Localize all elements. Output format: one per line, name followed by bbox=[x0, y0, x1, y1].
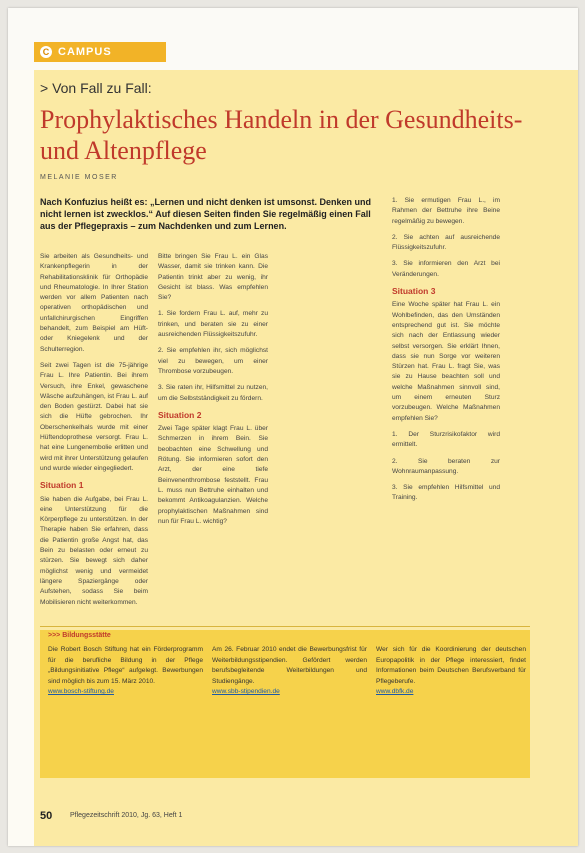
section-bar bbox=[34, 42, 166, 62]
info-column-2 bbox=[212, 645, 367, 698]
article-column-2 bbox=[158, 252, 268, 622]
info-box-label: >>> Bildungsstätte bbox=[48, 632, 111, 639]
divider bbox=[40, 626, 530, 627]
info-link[interactable]: www.dbfk.de bbox=[376, 688, 414, 695]
info-column-3 bbox=[376, 645, 526, 698]
info-link[interactable]: www.sbb-stipendien.de bbox=[212, 688, 280, 695]
c-icon: C bbox=[40, 46, 52, 58]
section-label: CAMPUS bbox=[58, 46, 112, 58]
page-number: 50 bbox=[40, 810, 53, 822]
column-paragraph: Seit zwei Tagen ist die 75-jährige Frau L. Ihre Patientin. Bei ihrem Versuch, ihre Enkel, gewaschene Wäsche aufzuhängen, ist Frau L. auf den Boden gestürzt. Dabei hat sie sich die Hüfte gebrochen. Ihr Oberschenkelhals wurde mit einer Hüftendoprothese versorgt. Frau L. hat eine Lungenembolie erlitten und wird mit ihrer Unterstützung gelaufen und wurde wieder eingegliedert. bbox=[40, 361, 148, 472]
list-item: 2. Sie beraten zur Wohnraumanpassung. bbox=[392, 457, 500, 475]
article-kicker: > Von Fall zu Fall: bbox=[40, 80, 152, 96]
list-item: 3. Sie empfehlen Hilfsmittel und Training. bbox=[392, 484, 500, 502]
list-item: 1. Sie ermutigen Frau L., im Rahmen der Bettruhe ihre Beine regelmäßig zu bewegen. bbox=[392, 197, 500, 225]
list-item: 2. Sie empfehlen ihr, sich möglichst viel zu bewegen, um einer Thrombose vorzubeugen. bbox=[158, 347, 268, 375]
info-text: Die Robert Bosch Stiftung hat ein Förderprogramm für die berufliche Bildung in der Pflege „Bildungsinitiative Pflege“ aufgelegt. Bewerbungen sind möglich bis zum 15. März 2010. bbox=[48, 646, 203, 685]
footer-source: Pflegezeitschrift 2010, Jg. 63, Heft 1 bbox=[70, 812, 183, 819]
article-column-3 bbox=[392, 196, 500, 622]
article-lead: Nach Konfuzius heißt es: „Lernen und nicht denken ist umsonst. Denken und nicht lernen ist zwecklos.“ Auf diesen Seiten finden Sie regelmäßig einen Fall aus der Pflegepraxis – zum Nachdenken und zum Lernen. bbox=[40, 197, 372, 231]
column-paragraph: Sie arbeiten als Gesundheits- und Krankenpflegerin in der Rehabilitationsklinik für Orthopädie und Rheumatologie. In Ihrer Station werden vor allem Patienten nach operativen orthopädischen und unfallchirurgischen Eingriffen behandelt, zum Beispiel am Hüft- oder Kniegelenk und der Schulterregion. bbox=[40, 253, 148, 353]
list-item: 3. Sie raten ihr, Hilfsmittel zu nutzen, um die Selbstständigkeit zu fördern. bbox=[158, 384, 268, 402]
section-heading: Situation 2 bbox=[158, 409, 202, 420]
section-heading: Situation 1 bbox=[40, 480, 84, 491]
list-item: 2. Sie achten auf ausreichende Flüssigkeitszufuhr. bbox=[392, 233, 500, 252]
column-paragraph: Bitte bringen Sie Frau L. ein Glas Wasser, damit sie trinken kann. Die Patientin trinkt aber zu wenig, ihr Gesicht ist blass. Was empfehlen Sie? bbox=[158, 253, 268, 302]
info-text: Am 26. Februar 2010 endet die Bewerbungsfrist für Weiterbildungsstipendien. Gefördert werden berufsbegleitende Weiterbildungen und Studiengänge. bbox=[212, 646, 367, 685]
list-item: 3. Sie informieren den Arzt bei Veränderungen. bbox=[392, 260, 500, 278]
list-item: 1. Sie fordern Frau L. auf, mehr zu trinken, und beraten sie zu einer ausreichenden Flüssigkeitszufuhr. bbox=[158, 310, 268, 339]
info-link[interactable]: www.bosch-stiftung.de bbox=[48, 688, 114, 695]
info-column-1 bbox=[48, 645, 203, 698]
article-author: MELANIE MOSER bbox=[40, 174, 118, 181]
column-paragraph: Zwei Tage später klagt Frau L. über Schmerzen in ihrem Bein. Sie beobachten eine Schwellung und Rötung. Sie informieren sofort den Arzt, der eine tiefe Beinvenenthrombose feststellt. Frau L. muss nun Bettruhe einhalten und bekommt Antikoagulanzien. Welche prophylaktischen Maßnahmen sind nun für Frau L. wichtig? bbox=[158, 425, 268, 525]
article-headline: Prophylaktisches Handeln in der Gesundheits- und Altenpflege bbox=[40, 105, 523, 165]
article-column-1 bbox=[40, 252, 148, 622]
section-heading: Situation 3 bbox=[392, 286, 436, 297]
list-item: 1. Der Sturzrisikofaktor wird ermittelt. bbox=[392, 430, 500, 449]
column-paragraph: Sie haben die Aufgabe, bei Frau L. eine Unterstützung für die Körperpflege zu unterstützen. In der Therapie haben Sie erfahren, dass die Patientin große Angst hat, das Bein zu belasten oder erneut zu stürzen. Sie bewegt sich daher möglichst wenig und vermeidet längere Spaziergänge oder Aufstehen, sodass Sie beim Mobilisieren nicht weiterkommen. bbox=[40, 495, 148, 606]
info-text: Wer sich für die Koordinierung der deutschen Europapolitik in der Pflege interessiert, findet Informationen beim Deutschen Berufsverband für Pflegeberufe. bbox=[376, 646, 526, 685]
column-paragraph: Eine Woche später hat Frau L. ein Wohlbefinden, das den Umständen entsprechend gut ist. Sie möchte sich nach der Entlassung wieder selbst versorgen. Sie erklärt Ihnen, dass sie nun Sorge vor weiteren Stürzen hat. Frau L. fragt Sie, was sie zu Hause beachten soll und welche Maßnahmen sinnvoll sind, um einem erneuten Sturz vorzubeugen. Welche Maßnahmen empfehlen Sie? bbox=[392, 301, 500, 422]
